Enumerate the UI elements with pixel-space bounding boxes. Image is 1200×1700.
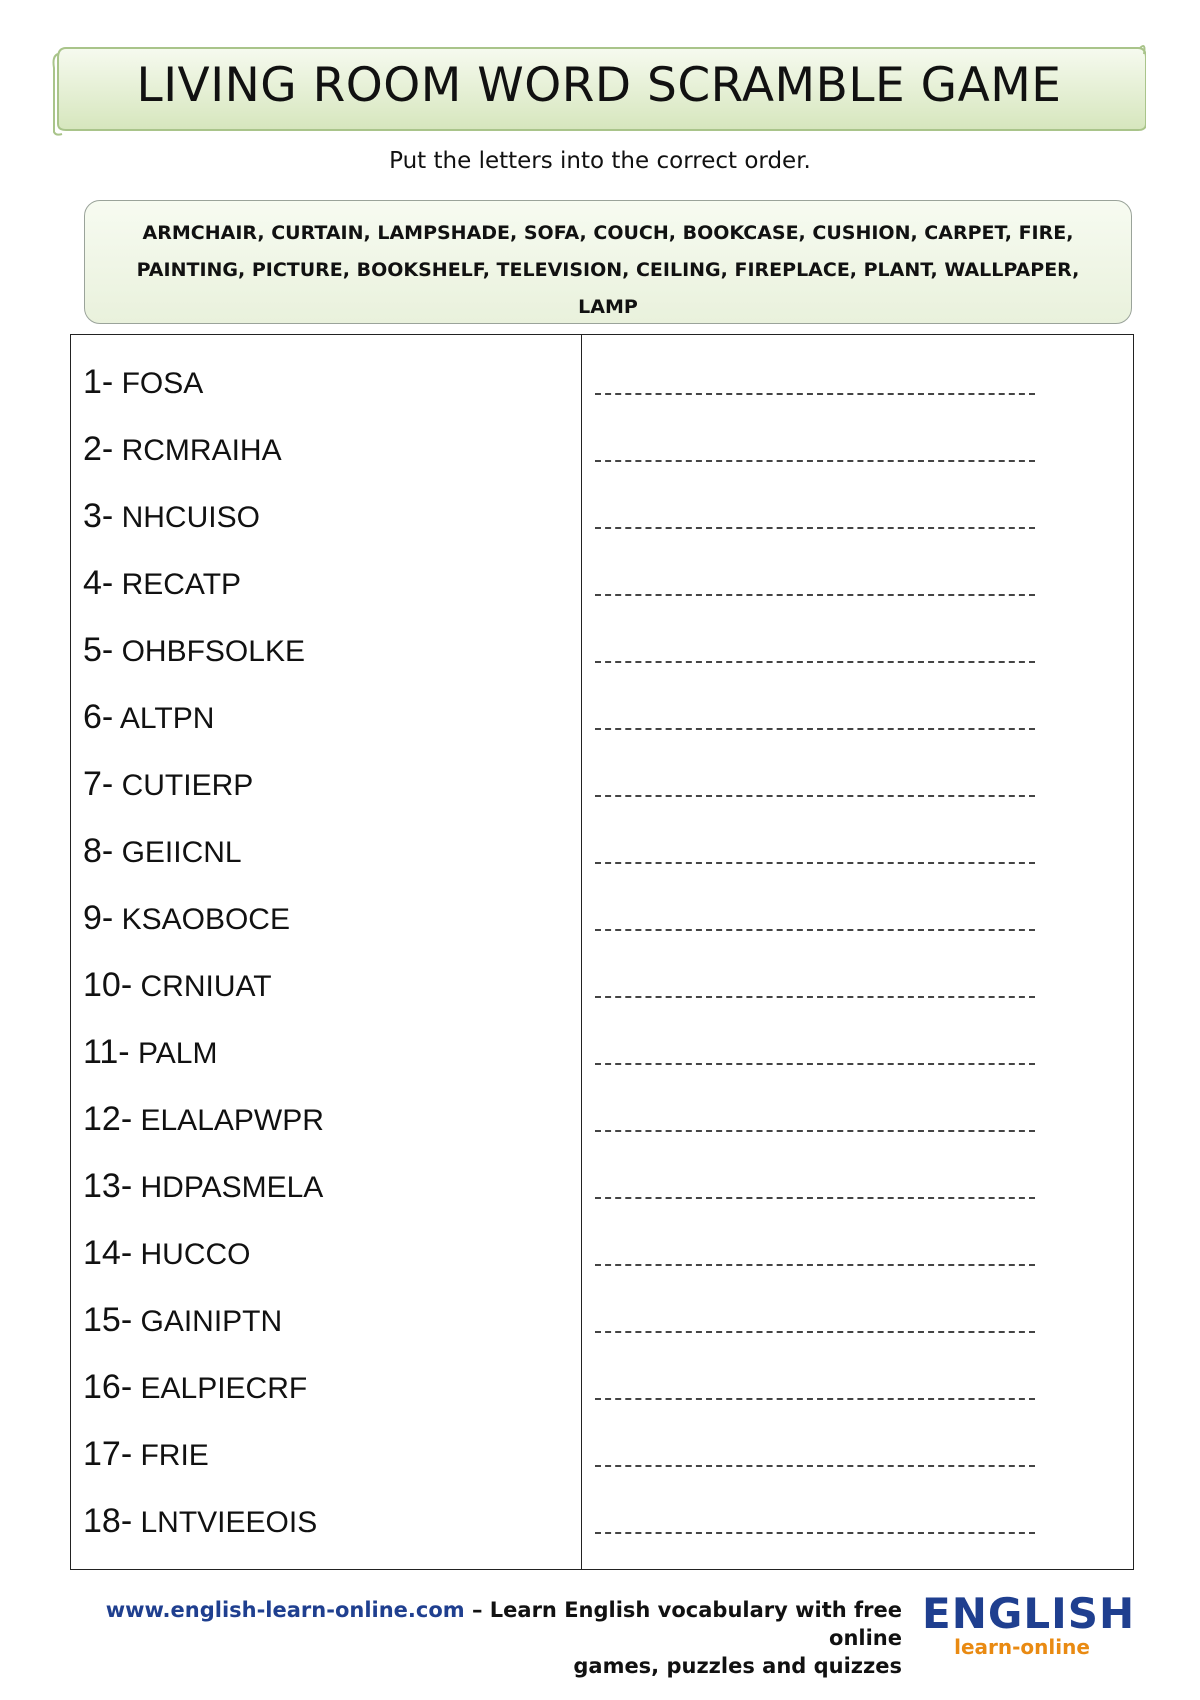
answer-blank-line[interactable] bbox=[595, 393, 1035, 395]
footer-url-link[interactable]: www.english-learn-online.com bbox=[105, 1598, 465, 1622]
answer-blank-line[interactable] bbox=[595, 594, 1035, 596]
footer-line1: – Learn English vocabulary with free online bbox=[464, 1598, 902, 1650]
scramble-row bbox=[71, 678, 1133, 745]
scrambled-letters: FRIE bbox=[140, 1439, 209, 1472]
answer-blank-line[interactable] bbox=[595, 862, 1035, 864]
answer-blank-line[interactable] bbox=[595, 1331, 1035, 1333]
scrambled-word bbox=[83, 1167, 323, 1206]
answer-blank-line[interactable] bbox=[595, 929, 1035, 931]
scramble-row bbox=[71, 1214, 1133, 1281]
scrambled-letters: ALTPN bbox=[119, 702, 215, 735]
item-number: 1- bbox=[83, 363, 114, 401]
scramble-row bbox=[71, 946, 1133, 1013]
item-number: 11- bbox=[83, 1033, 130, 1071]
scrambled-letters: RCMRAIHA bbox=[121, 434, 282, 467]
instructions-text: Put the letters into the correct order. bbox=[389, 148, 811, 174]
scramble-row bbox=[71, 1482, 1133, 1549]
item-number: 16- bbox=[83, 1368, 133, 1406]
scramble-row bbox=[71, 544, 1133, 611]
scrambled-word bbox=[83, 1502, 317, 1541]
scrambled-word bbox=[83, 1301, 282, 1340]
answer-blank-line[interactable] bbox=[595, 795, 1035, 797]
answer-blank-line[interactable] bbox=[595, 1465, 1035, 1467]
scrambled-letters: KSAOBOCE bbox=[121, 903, 290, 936]
logo-main-text: ENGLISH bbox=[922, 1589, 1136, 1638]
scramble-row bbox=[71, 1013, 1133, 1080]
item-number: 14- bbox=[83, 1234, 133, 1272]
item-number: 17- bbox=[83, 1435, 133, 1473]
logo-sub-text: learn-online bbox=[954, 1635, 1090, 1659]
answer-grid bbox=[70, 334, 1134, 1570]
scrambled-word bbox=[83, 564, 241, 603]
page-title: LIVING ROOM WORD SCRAMBLE GAME bbox=[136, 58, 1062, 113]
scrambled-letters: LNTVIEEOIS bbox=[140, 1506, 318, 1539]
scrambled-letters: FOSA bbox=[121, 367, 204, 400]
scramble-row bbox=[71, 812, 1133, 879]
scrambled-word bbox=[83, 1033, 217, 1072]
item-number: 2- bbox=[83, 430, 114, 468]
answer-blank-line[interactable] bbox=[595, 460, 1035, 462]
item-number: 3- bbox=[83, 497, 114, 535]
item-number: 7- bbox=[83, 765, 114, 803]
title-banner bbox=[52, 44, 1146, 136]
answer-blank-line[interactable] bbox=[595, 1264, 1035, 1266]
item-number: 4- bbox=[83, 564, 114, 602]
scrambled-word bbox=[83, 363, 203, 402]
scrambled-word bbox=[83, 698, 214, 737]
item-number: 15- bbox=[83, 1301, 133, 1339]
scramble-row bbox=[71, 1415, 1133, 1482]
scramble-row bbox=[71, 343, 1133, 410]
footer-text bbox=[50, 1596, 902, 1680]
item-number: 6- bbox=[83, 698, 114, 736]
scramble-row bbox=[71, 410, 1133, 477]
scrambled-letters: NHCUISO bbox=[121, 501, 260, 534]
item-number: 5- bbox=[83, 631, 114, 669]
answer-blank-line[interactable] bbox=[595, 1532, 1035, 1534]
scrambled-word bbox=[83, 1368, 307, 1407]
scrambled-letters: HDPASMELA bbox=[140, 1171, 324, 1204]
scrambled-word bbox=[83, 1100, 324, 1139]
scrambled-letters: GEIICNL bbox=[121, 836, 242, 869]
scramble-row bbox=[71, 1147, 1133, 1214]
scrambled-letters: CRNIUAT bbox=[140, 970, 272, 1003]
scrambled-word bbox=[83, 430, 282, 469]
scrambled-word bbox=[83, 1435, 209, 1474]
scrambled-word bbox=[83, 899, 290, 938]
item-number: 13- bbox=[83, 1167, 133, 1205]
word-bank: ARMCHAIR, CURTAIN, LAMPSHADE, SOFA, COUCH, BOOKCASE, CUSHION, CARPET, FIRE, PAINTING, PICTURE, BOOKSHELF, TELEVISION, CEILING, FIREPLACE, PLANT, WALLPAPER, LAMP bbox=[84, 200, 1132, 324]
answer-blank-line[interactable] bbox=[595, 728, 1035, 730]
answer-blank-line[interactable] bbox=[595, 661, 1035, 663]
scrambled-word bbox=[83, 497, 260, 536]
answer-blank-line[interactable] bbox=[595, 527, 1035, 529]
scramble-row bbox=[71, 745, 1133, 812]
scrambled-word bbox=[83, 832, 242, 871]
item-number: 12- bbox=[83, 1100, 133, 1138]
scrambled-letters: HUCCO bbox=[140, 1238, 251, 1271]
footer-line2: games, puzzles and quizzes bbox=[573, 1654, 902, 1678]
scramble-row bbox=[71, 477, 1133, 544]
scramble-row bbox=[71, 1080, 1133, 1147]
scrambled-word bbox=[83, 966, 272, 1005]
answer-blank-line[interactable] bbox=[595, 1398, 1035, 1400]
scrambled-word bbox=[83, 765, 253, 804]
scrambled-letters: GAINIPTN bbox=[140, 1305, 283, 1338]
item-number: 8- bbox=[83, 832, 114, 870]
scrambled-word bbox=[83, 631, 305, 670]
item-number: 18- bbox=[83, 1502, 133, 1540]
answer-blank-line[interactable] bbox=[595, 1130, 1035, 1132]
scrambled-letters: PALM bbox=[137, 1037, 218, 1070]
item-number: 10- bbox=[83, 966, 133, 1004]
scrambled-letters: OHBFSOLKE bbox=[121, 635, 305, 668]
item-number: 9- bbox=[83, 899, 114, 937]
scramble-row bbox=[71, 1281, 1133, 1348]
english-learn-online-logo bbox=[922, 1589, 1136, 1662]
answer-blank-line[interactable] bbox=[595, 1063, 1035, 1065]
scramble-row bbox=[71, 1348, 1133, 1415]
answer-blank-line[interactable] bbox=[595, 1197, 1035, 1199]
scrambled-letters: CUTIERP bbox=[121, 769, 254, 802]
scramble-row bbox=[71, 879, 1133, 946]
scrambled-letters: ELALAPWPR bbox=[140, 1104, 324, 1137]
scramble-row bbox=[71, 611, 1133, 678]
scrambled-word bbox=[83, 1234, 250, 1273]
scrambled-letters: EALPIECRF bbox=[140, 1372, 308, 1405]
answer-blank-line[interactable] bbox=[595, 996, 1035, 998]
scrambled-letters: RECATP bbox=[121, 568, 242, 601]
